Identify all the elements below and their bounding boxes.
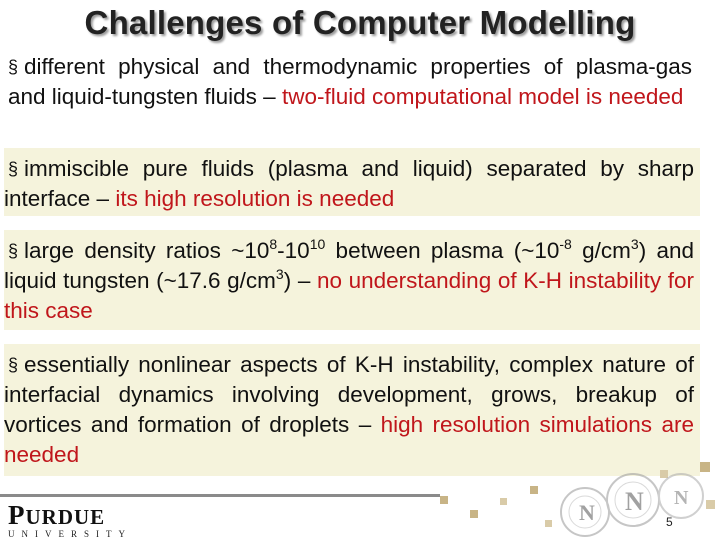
bullet-icon: § xyxy=(8,57,19,77)
svg-text:N: N xyxy=(625,487,644,516)
bullet-item-1: § different physical and thermodynamic properties of plasma-gas and liquid-tungsten fluids – two-fluid computational model is needed xyxy=(8,54,692,109)
nuclear-engineering-seal-icon xyxy=(555,470,715,540)
footer-rule xyxy=(0,494,440,497)
bullet-icon: § xyxy=(8,241,19,261)
page-number: 5 xyxy=(666,515,673,529)
bullet-icon: § xyxy=(8,355,19,375)
slide-title: Challenges of Computer Modelling xyxy=(84,4,636,41)
svg-text:N: N xyxy=(579,500,595,525)
bullet-item-3: § large density ratios $\sim 10^8-10^{10}$ between plasma ($\sim 10^{-8}$ $g/cm^3$) and liquid tungsten (~17.6 $g/cm^3$) – no understanding of K-H instability for this case xyxy=(4,230,700,330)
bullet-icon: § xyxy=(8,159,19,179)
svg-text:N: N xyxy=(674,487,689,509)
bullet-item-2: § immiscible pure fluids (plasma and liquid) separated by sharp interface – its high resolution is needed xyxy=(4,148,700,216)
purdue-logo: PURDUE UNIVERSITY xyxy=(8,500,132,539)
bullet-item-4: § essentially nonlinear aspects of K-H instability, complex nature of interfacial dynamics involving development, grows, breakup of vortices and formation of droplets – high resolution simulations are needed xyxy=(4,344,700,476)
